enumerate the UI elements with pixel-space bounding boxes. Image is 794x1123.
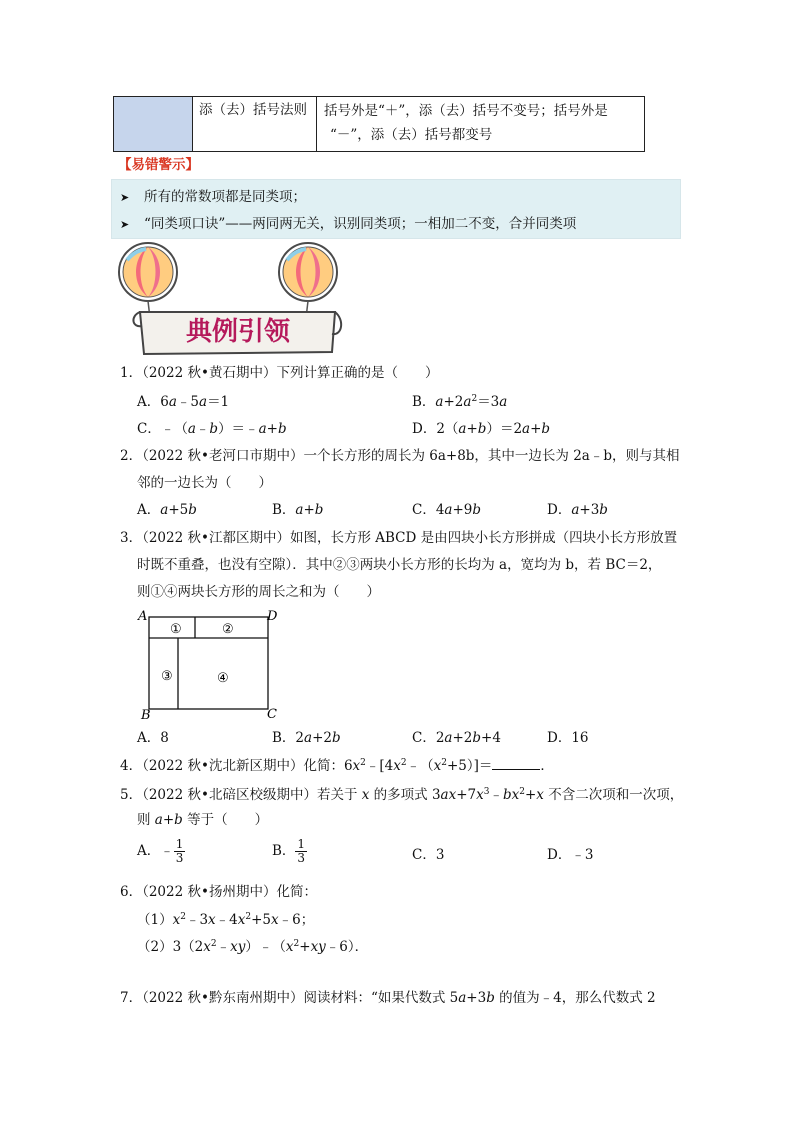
- q3-option-a[interactable]: A．8: [137, 730, 169, 746]
- question-3-line1: 3．（2022 秋•江都区期中）如图，长方形 ABCD 是由四块小长方形拼成（四块小长方形放置: [120, 530, 678, 546]
- rule-content-cell: [318, 97, 644, 151]
- scroll-banner: [133, 312, 341, 354]
- question-3-line3: 则①④两块长方形的周长之和为（ ）: [137, 584, 380, 600]
- question-6-stem: 6．（2022 秋•扬州期中）化简：: [120, 884, 317, 900]
- q2-option-c[interactable]: C．4a+9b: [412, 502, 482, 518]
- region-2-label: ②: [222, 622, 234, 637]
- vertex-d-label: D: [267, 609, 278, 624]
- question-1-stem: 1．（2022 秋•黄石期中）下列计算正确的是（ ）: [120, 365, 439, 381]
- question-5-line1: 5．（2022 秋•北碚区校级期中）若关于 x 的多项式 $3ax+7x^3﹣bx^2+x$ 不含二次项和一次项，: [120, 787, 684, 803]
- region-4-label: ④: [217, 671, 229, 686]
- q5-option-b[interactable]: B． $\frac{1}{3}$: [272, 837, 306, 865]
- q5-option-a[interactable]: A．﹣ $\frac{1}{3}$: [137, 837, 184, 865]
- table-shaded-cell: [114, 97, 193, 151]
- vertex-a-label: A: [138, 609, 148, 624]
- q1-option-b[interactable]: B．$a+2a^2=3a$: [412, 394, 508, 410]
- q2-option-a[interactable]: A．a+5b: [137, 502, 197, 518]
- question-5-line2: 则 a+b 等于（ ）: [137, 812, 269, 828]
- q2-option-d[interactable]: D．a+3b: [547, 502, 608, 518]
- question-4: 4．（2022 秋•沈北新区期中）化简：$6x^2﹣[4x^2﹣(x^2+5)]=$ ．: [120, 758, 554, 774]
- warning-title: 【易错警示】: [118, 157, 199, 173]
- question-2-line1: 2．（2022 秋•老河口市期中）一个长方形的周长为 6a+8b，其中一边长为 2a﹣b，则与其相: [120, 448, 680, 464]
- q2-option-b[interactable]: B．a+b: [272, 502, 324, 518]
- arrow-bullet-icon: ➤: [120, 191, 130, 204]
- question-7-line1: 7．（2022 秋•黔东南州期中）阅读材料：“如果代数式 5a+3b 的值为﹣4，那么代数式 2: [120, 990, 656, 1006]
- question-3-line2: 时既不重叠，也没有空隙）．其中②③两块小长方形的长均为 a，宽均为 b，若 BC＝2，: [137, 557, 662, 573]
- vertex-c-label: C: [267, 707, 277, 722]
- q1-option-c[interactable]: C．﹣（a﹣b）＝﹣a+b: [137, 421, 287, 437]
- q3-option-d[interactable]: D．16: [547, 730, 589, 746]
- balloon-right-icon: [279, 243, 337, 318]
- question-6-sub2: $(2)3(2x^2﹣xy)﹣(x^2+xy﹣6)$．: [137, 939, 369, 955]
- rule-line-2: “－”，添（去）括号都变号: [330, 127, 493, 143]
- region-3-label: ③: [161, 669, 173, 684]
- warning-item: ➤ 所有的常数项都是同类项；: [120, 189, 306, 205]
- q5-option-d[interactable]: D．﹣3: [547, 847, 594, 863]
- question-2-line2: 邻的一边长为（ ）: [137, 475, 272, 491]
- q3-option-b[interactable]: B．2a+2b: [272, 730, 341, 746]
- q1-option-d[interactable]: D．2（a+b）＝2a+b: [412, 421, 551, 437]
- rule-line-1: 括号外是“＋”，添（去）括号不变号；括号外是: [324, 103, 608, 119]
- region-1-label: ①: [170, 622, 182, 637]
- banner-graphic: [110, 240, 370, 360]
- rule-name-cell: 添（去）括号法则: [193, 97, 317, 151]
- q3-option-c[interactable]: C．2a+2b+4: [412, 730, 501, 746]
- banner-title: 典例引领: [185, 317, 291, 347]
- balloon-left-icon: [119, 243, 177, 318]
- answer-blank[interactable]: [492, 757, 540, 770]
- arrow-bullet-icon: ➤: [120, 218, 130, 231]
- warning-box: [111, 179, 681, 239]
- q5-option-c[interactable]: C．3: [412, 847, 445, 863]
- q1-option-a[interactable]: A．6a﹣5a＝1: [137, 394, 230, 410]
- rectangle-abcd-figure: [135, 606, 285, 724]
- question-6-sub1: $(1)x^2﹣3x﹣4x^2+5x﹣6$；: [137, 912, 315, 928]
- rule-table: [113, 96, 645, 152]
- vertex-b-label: B: [141, 708, 151, 723]
- warning-item: ➤ “同类项口诀”——两同两无关，识别同类项；一相加二不变，合并同类项: [120, 216, 577, 232]
